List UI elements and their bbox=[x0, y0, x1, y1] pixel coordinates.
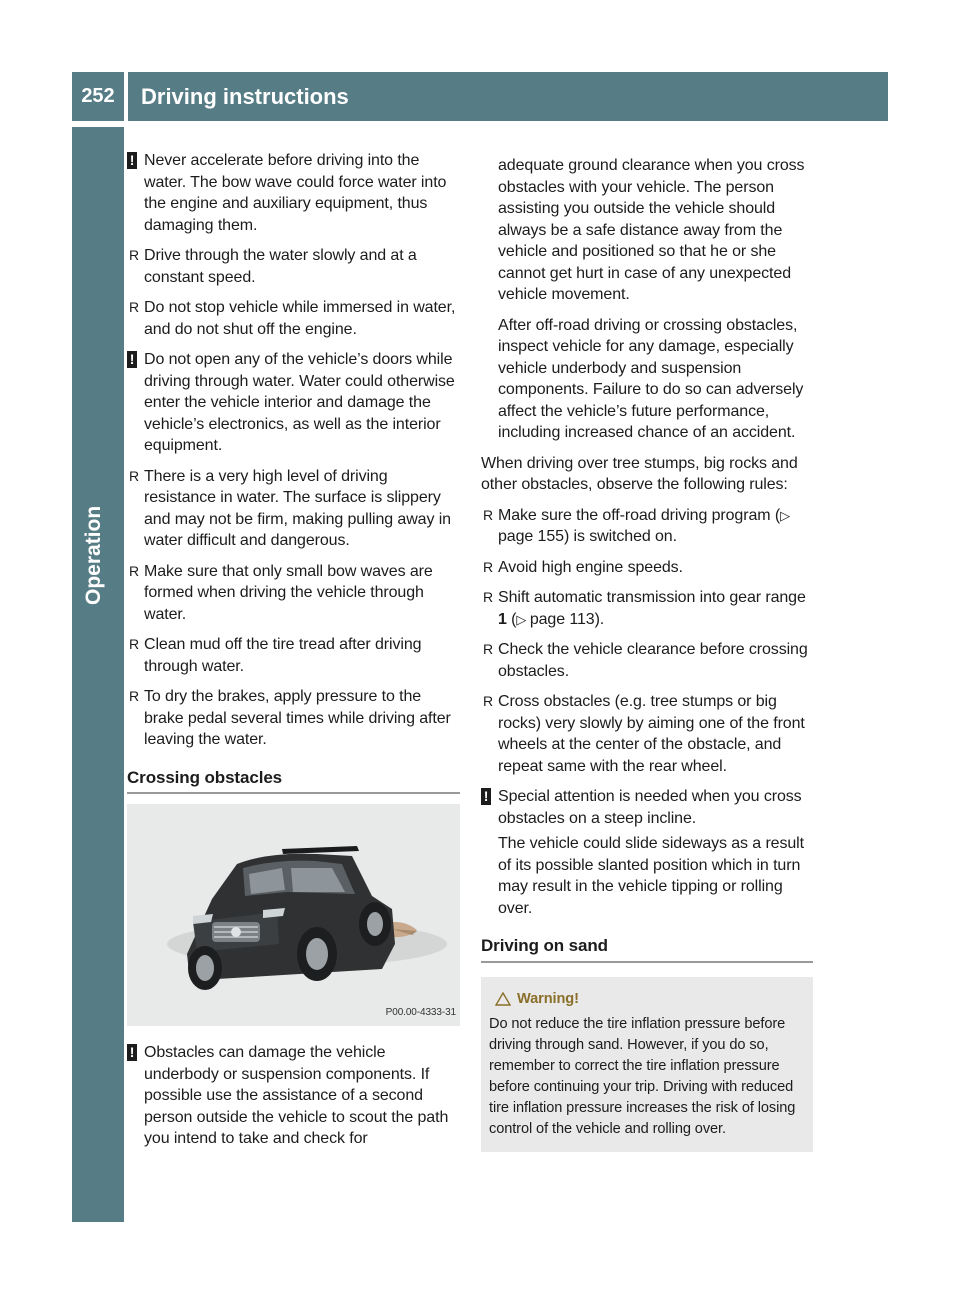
list-item bbox=[481, 557, 813, 579]
bullet-icon: R bbox=[129, 636, 140, 652]
warning-text: Do not reduce the tire inflation pressure before driving through sand. However, if you do so, remember to correct the tire inflation pressure before continuing your trip. Driving with reduced tire inflation pressure increases the risk of losing control of the vehicle and rolling over. bbox=[489, 1015, 796, 1137]
list-item-text: Drive through the water slowly and at a constant speed. bbox=[144, 247, 417, 286]
note-continuation: The vehicle could slide sideways as a result of its possible slanted position which in turn may result in the vehicle tipping or rolling over. bbox=[498, 835, 804, 917]
list-item bbox=[127, 561, 460, 626]
note-text: Do not open any of the vehicle’s doors while driving through water. Water could otherwise enter the vehicle interior and damage the vehicle’s electronics, as well as the interior equipment. bbox=[144, 351, 455, 454]
side-tab bbox=[72, 127, 124, 1222]
left-column bbox=[127, 150, 460, 1159]
list-item bbox=[481, 639, 813, 682]
page-ref-arrow-icon: ▷ bbox=[780, 507, 790, 523]
exclamation-icon: ! bbox=[481, 788, 491, 805]
warning-box bbox=[481, 977, 813, 1152]
list-item bbox=[127, 686, 460, 751]
gear-value: 1 bbox=[498, 610, 507, 628]
figure-code: P00.00-4333-31 bbox=[385, 1006, 456, 1018]
list-item bbox=[481, 505, 813, 548]
bullet-icon: R bbox=[129, 562, 140, 579]
section-heading: Driving on sand bbox=[481, 935, 813, 963]
page-ref-arrow-icon: ▷ bbox=[516, 611, 530, 627]
list-item-text: Cross obstacles (e.g. tree stumps or big rocks) very slowly by aiming one of the front wheels at the center of the obstacle, and repeat same with the rear wheel. bbox=[498, 693, 805, 775]
list-item-text: ( bbox=[506, 610, 517, 628]
vehicle-illustration bbox=[127, 804, 460, 1026]
list-item bbox=[127, 466, 460, 552]
chapter-title: Driving instructions bbox=[128, 72, 888, 121]
bullet-icon: R bbox=[129, 299, 140, 315]
note-text: Never accelerate before driving into the water. The bow wave could force water into the engine and auxiliary equipment, thus damaging them. bbox=[144, 152, 447, 234]
list-item-text: Check the vehicle clearance before crossing obstacles. bbox=[498, 641, 808, 680]
list-item-text: To dry the brakes, apply pressure to the brake pedal several times while driving after leaving the water. bbox=[144, 688, 451, 748]
exclamation-icon: ! bbox=[127, 152, 137, 169]
note bbox=[127, 150, 460, 236]
warning-title-text: Warning! bbox=[517, 990, 579, 1007]
bullet-icon: R bbox=[483, 506, 494, 523]
list-item-text: Clean mud off the tire tread after driving through water. bbox=[144, 636, 422, 675]
bullet-icon: R bbox=[483, 558, 494, 575]
list-item bbox=[127, 245, 460, 288]
note bbox=[127, 1042, 460, 1150]
list-item-text: Shift automatic transmission into gear range bbox=[498, 589, 806, 606]
list-item-text: Avoid high engine speeds. bbox=[498, 558, 683, 576]
list-item-text: Make sure that only small bow waves are formed when driving the vehicle through water. bbox=[144, 562, 433, 623]
list-item-text: ). bbox=[594, 610, 605, 628]
warning-triangle-icon bbox=[495, 992, 511, 1006]
note-text: Obstacles can damage the vehicle underbody or suspension components. If possible use the assistance of a second person outside the vehicle to scout the path you intend to take and check for bbox=[144, 1044, 449, 1147]
exclamation-icon: ! bbox=[127, 1044, 137, 1061]
page-ref-link[interactable]: page 155 bbox=[498, 528, 564, 545]
bullet-icon: R bbox=[483, 589, 494, 605]
note bbox=[481, 786, 813, 829]
page-ref-link[interactable]: page 113 bbox=[529, 610, 595, 628]
suv-obstacle-image bbox=[127, 804, 460, 1026]
side-tab-label: Operation bbox=[82, 505, 105, 605]
exclamation-icon: ! bbox=[127, 351, 137, 368]
list-item-text: ) is switched on. bbox=[563, 528, 677, 545]
list-item bbox=[481, 587, 813, 630]
page-number: 252 bbox=[72, 72, 124, 121]
list-item-text: Make sure the off-road driving program ( bbox=[498, 506, 781, 524]
bullet-icon: R bbox=[129, 467, 140, 484]
note-continuation: adequate ground clearance when you cross obstacles with your vehicle. The person assisting you outside the vehicle should always be a safe distance away from the vehicle and positioned so that he or she cannot get hurt in case of any unexpected vehicle movement. bbox=[498, 157, 805, 303]
paragraph: When driving over tree stumps, big rocks and other obstacles, observe the following rules: bbox=[481, 454, 798, 493]
bullet-icon: R bbox=[483, 693, 494, 709]
list-item bbox=[481, 691, 813, 777]
list-item-text: There is a very high level of driving resistance in water. The surface is slippery and may not be firm, making pulling away in water difficult and dangerous. bbox=[144, 467, 451, 549]
side-tab-label-wrap bbox=[82, 495, 118, 605]
note bbox=[127, 349, 460, 457]
list-item-text: Do not stop vehicle while immersed in water, and do not shut off the engine. bbox=[144, 299, 456, 338]
note-continuation: After off-road driving or crossing obstacles, inspect vehicle for any damage, especially vehicle underbody and suspension components. Failure to do so can adversely affect the vehicle’s future performance, including increased chance of an accident. bbox=[498, 316, 804, 441]
warning-title bbox=[495, 989, 803, 1010]
bullet-icon: R bbox=[129, 247, 140, 263]
list-item bbox=[127, 634, 460, 677]
list-item bbox=[127, 297, 460, 340]
section-heading: Crossing obstacles bbox=[127, 767, 460, 795]
note-text: Special attention is needed when you cross obstacles on a steep incline. bbox=[498, 788, 802, 827]
bullet-icon: R bbox=[483, 641, 494, 657]
bullet-icon: R bbox=[129, 688, 140, 704]
right-column bbox=[481, 155, 813, 1152]
